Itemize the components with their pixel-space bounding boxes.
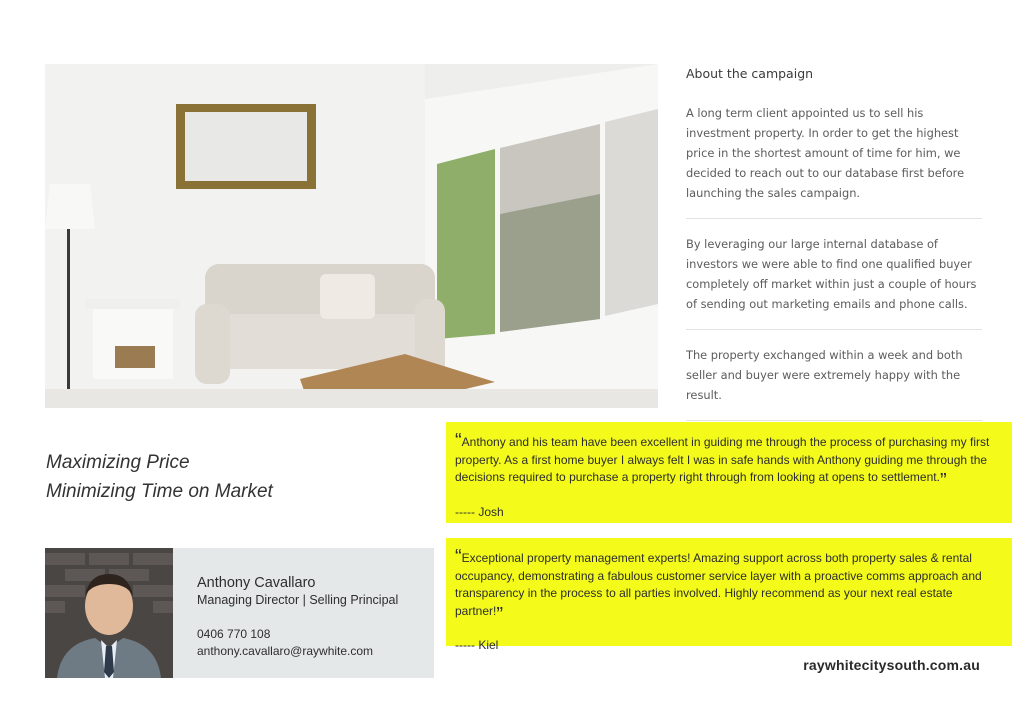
agent-role: Managing Director | Selling Principal — [197, 593, 399, 607]
open-quote-icon: “ — [455, 430, 462, 452]
website-link[interactable]: raywhitecitysouth.com.au — [803, 657, 980, 673]
testimonial-text: “Exceptional property management experts! Amazing support across both property sales & rental occupancy, demonstrating a fabulous customer service layer with a proactive comms approach and transparency in the process to all parties involved. Highly recommend as your next real estate partner!” — [455, 546, 982, 626]
agent-phone[interactable]: 0406 770 108 — [197, 627, 271, 641]
about-paragraph: The property exchanged within a week and both seller and buyer were extremely happy with the result. — [686, 345, 982, 421]
tagline-line: Maximizing Price — [46, 452, 190, 473]
agent-email[interactable]: anthony.cavallaro@raywhite.com — [197, 644, 374, 658]
about-title: About the campaign — [686, 66, 814, 81]
testimonial-card — [446, 538, 1012, 652]
tagline — [46, 448, 273, 506]
testimonial-author: ----- Kiel — [455, 638, 499, 652]
close-quote-icon: ” — [496, 603, 504, 626]
agent-card — [45, 548, 434, 678]
living-room-photo — [45, 64, 658, 408]
about-paragraph: By leveraging our large internal database of investors we were able to find one qualified buyer completely off market within just a couple of hours of sending out marketing emails and phone calls. — [686, 234, 982, 330]
open-quote-icon: “ — [455, 546, 462, 568]
testimonial-text: “Anthony and his team have been excellent in guiding me through the process of purchasing my first property. As a first home buyer I always felt I was in safe hands with Anthony guiding me through the decisions required to purchase a property right through from looking at opens to settlement.” — [455, 430, 990, 492]
testimonial-card — [446, 422, 1012, 523]
testimonial-author: ----- Josh — [455, 504, 504, 519]
about-campaign-section — [686, 66, 982, 436]
agent-avatar — [45, 548, 173, 678]
tagline-line: Minimizing Time on Market — [46, 481, 273, 502]
about-paragraph: A long term client appointed us to sell his investment property. In order to get the highest price in the shortest amount of time for him, we decided to reach out to our database first before launching the sales campaign. — [686, 103, 982, 219]
close-quote-icon: ” — [939, 470, 947, 492]
agent-name: Anthony Cavallaro — [197, 575, 316, 591]
